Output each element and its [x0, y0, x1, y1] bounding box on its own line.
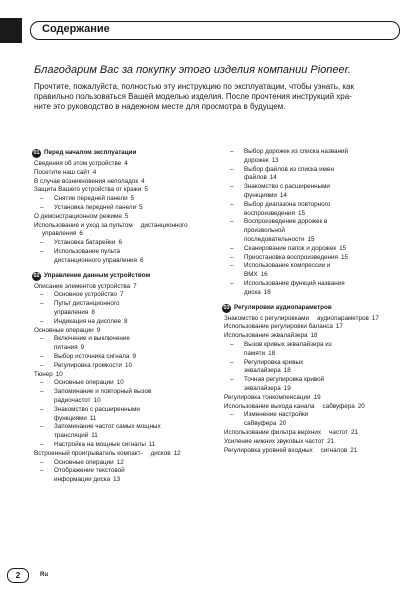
toc-subentry[interactable]: – Пульт дистанционного управления 8 — [34, 300, 219, 318]
toc-subentry[interactable]: – Основное устройство 7 — [34, 291, 219, 300]
toc-entry[interactable]: Встроенный проигрыватель компакт- дисков 12 — [34, 449, 181, 457]
toc-entry[interactable]: В случае возникновения неполадок 4 — [34, 177, 145, 185]
toc-subentry[interactable]: – Точная регулировка кривой эквалайзера 19 — [224, 376, 394, 394]
toc-subentry[interactable]: – Воспроизведение дорожек в произвольной последовательности 15 — [224, 218, 394, 244]
section-heading[interactable] — [32, 149, 219, 158]
page-header — [30, 21, 400, 40]
toc-subentry[interactable]: – Использование пульта дистанционного управления 6 — [34, 248, 219, 266]
toc-subentry[interactable]: – Основные операции 10 — [34, 379, 219, 388]
toc-subentry[interactable]: – Выбор диапазона повторного воспроизведения 15 — [224, 201, 394, 219]
toc-subentry[interactable]: – Приостановка воспроизведения 15 — [224, 254, 394, 263]
toc-subentry[interactable]: – Установка батарейки 6 — [34, 239, 219, 248]
toc-subentry[interactable]: – Регулировка кривых эквалайзера 18 — [224, 359, 394, 377]
toc-subentry[interactable]: – Выбор дорожек из списка названий дорожек 13 — [224, 148, 394, 166]
toc-subentry[interactable]: – Выбор источника сигнала 9 — [34, 353, 219, 362]
toc-entry[interactable]: Использование фильтра верхних частот 21 — [224, 428, 359, 436]
toc-subentry[interactable]: – Использование функций названия диска 16 — [224, 280, 394, 298]
toc-subentry[interactable]: – Знакомство с расширенными функциями 14 — [224, 183, 394, 201]
toc-subentry[interactable]: – Установка передней панели 5 — [34, 204, 219, 213]
toc-entry[interactable]: Регулировка уровней входных сигналов 21 — [224, 446, 358, 454]
toc-subentry[interactable]: – Включение и выключение питания 9 — [34, 335, 219, 353]
section-title: Регулировки аудиопараметров — [234, 303, 332, 311]
section-heading[interactable] — [222, 304, 394, 313]
toc-subentry[interactable]: – Вызов кривых эквалайзера из памяти 18 — [224, 341, 394, 359]
toc-subentry[interactable]: – Регулировка громкости 10 — [34, 362, 219, 371]
toc-subentry[interactable]: – Запоминание частот самых мощных трансляций 11 — [34, 423, 219, 441]
toc-column-left — [34, 148, 219, 485]
section-title: Управление данным устройством — [44, 271, 151, 279]
section-heading[interactable] — [32, 272, 219, 281]
toc-subentry[interactable]: – Снятие передней панели 5 — [34, 195, 219, 204]
page-number: 2 — [7, 568, 29, 583]
toc-subentry[interactable]: – Использование компрессии и BMX 16 — [224, 262, 394, 280]
language-code: Ru — [40, 572, 48, 578]
toc-entry[interactable]: Основные операции 9 — [34, 326, 101, 334]
side-tab-marker — [0, 18, 22, 43]
toc-column-right — [224, 148, 394, 455]
toc-subentry[interactable]: – Настройка на мощные сигналы 11 — [34, 441, 219, 450]
toc-subentry[interactable]: – Отображение текстовой информации диска 13 — [34, 467, 219, 485]
toc-entry[interactable]: Посетите наш сайт 4 — [34, 168, 97, 176]
intro-title: Благодарим Вас за покупку этого изделия компании Pioneer. — [34, 64, 351, 76]
toc-entry[interactable]: Использование и уход за пультом дистанционного управления 6 — [34, 221, 188, 238]
toc-entry[interactable]: Регулировка тонкомпенсации 19 — [224, 393, 321, 401]
toc-entry[interactable]: О демонстрационном режиме 5 — [34, 212, 129, 220]
intro-text — [34, 82, 386, 112]
intro-line: правильно пользоваться Вашей моделью изделия. После прочтения инструкций хра- — [34, 92, 352, 101]
toc-subentry[interactable]: – Основные операции 12 — [34, 459, 219, 468]
toc-entry[interactable]: Использование выхода канала сабвуфера 20 — [224, 402, 365, 410]
toc-entry[interactable]: Использование регулировки баланса 17 — [224, 323, 343, 331]
section-number-badge: 01 — [33, 150, 40, 157]
toc-entry[interactable]: Защита Вашего устройства от кражи 5 — [34, 186, 148, 194]
toc-entry[interactable]: Использование эквалайзера 18 — [224, 332, 318, 340]
toc-subentry[interactable]: – Сканирование папок и дорожек 15 — [224, 245, 394, 254]
page-title: Содержание — [42, 23, 110, 35]
toc-subentry[interactable]: – Знакомство с расширенными функциями 11 — [34, 406, 219, 424]
toc-subentry[interactable]: – Запоминание и повторный вызов радиочастот 10 — [34, 388, 219, 406]
toc-entry[interactable]: Усиление нижних звуковых частот 21 — [224, 437, 335, 445]
intro-line: ните это руководство в надежном месте для просмотра в будущем. — [34, 102, 286, 111]
toc-subentry[interactable]: – Индикация на дисплее 8 — [34, 318, 219, 327]
section-number-badge: 02 — [33, 272, 40, 279]
toc-entry[interactable]: Знакомство с регулировками аудиопараметров 17 — [224, 314, 379, 322]
toc-entry[interactable]: Сведения об этом устройстве 4 — [34, 160, 128, 167]
intro-line: Прочтите, пожалуйста, полностью эту инструкцию по эксплуатации, чтобы узнать, как — [34, 82, 354, 91]
toc-entry[interactable]: Описание элементов устройства 7 — [34, 282, 137, 290]
toc-subentry[interactable]: – Изменение настройки сабвуфера 20 — [224, 411, 394, 429]
toc-subentry[interactable]: – Выбор файлов из списка имен файлов 14 — [224, 166, 394, 184]
section-title: Перед началом эксплуатации — [44, 149, 137, 157]
section-number-badge: 03 — [223, 304, 230, 311]
toc-entry[interactable]: Тюнер 10 — [34, 370, 63, 378]
